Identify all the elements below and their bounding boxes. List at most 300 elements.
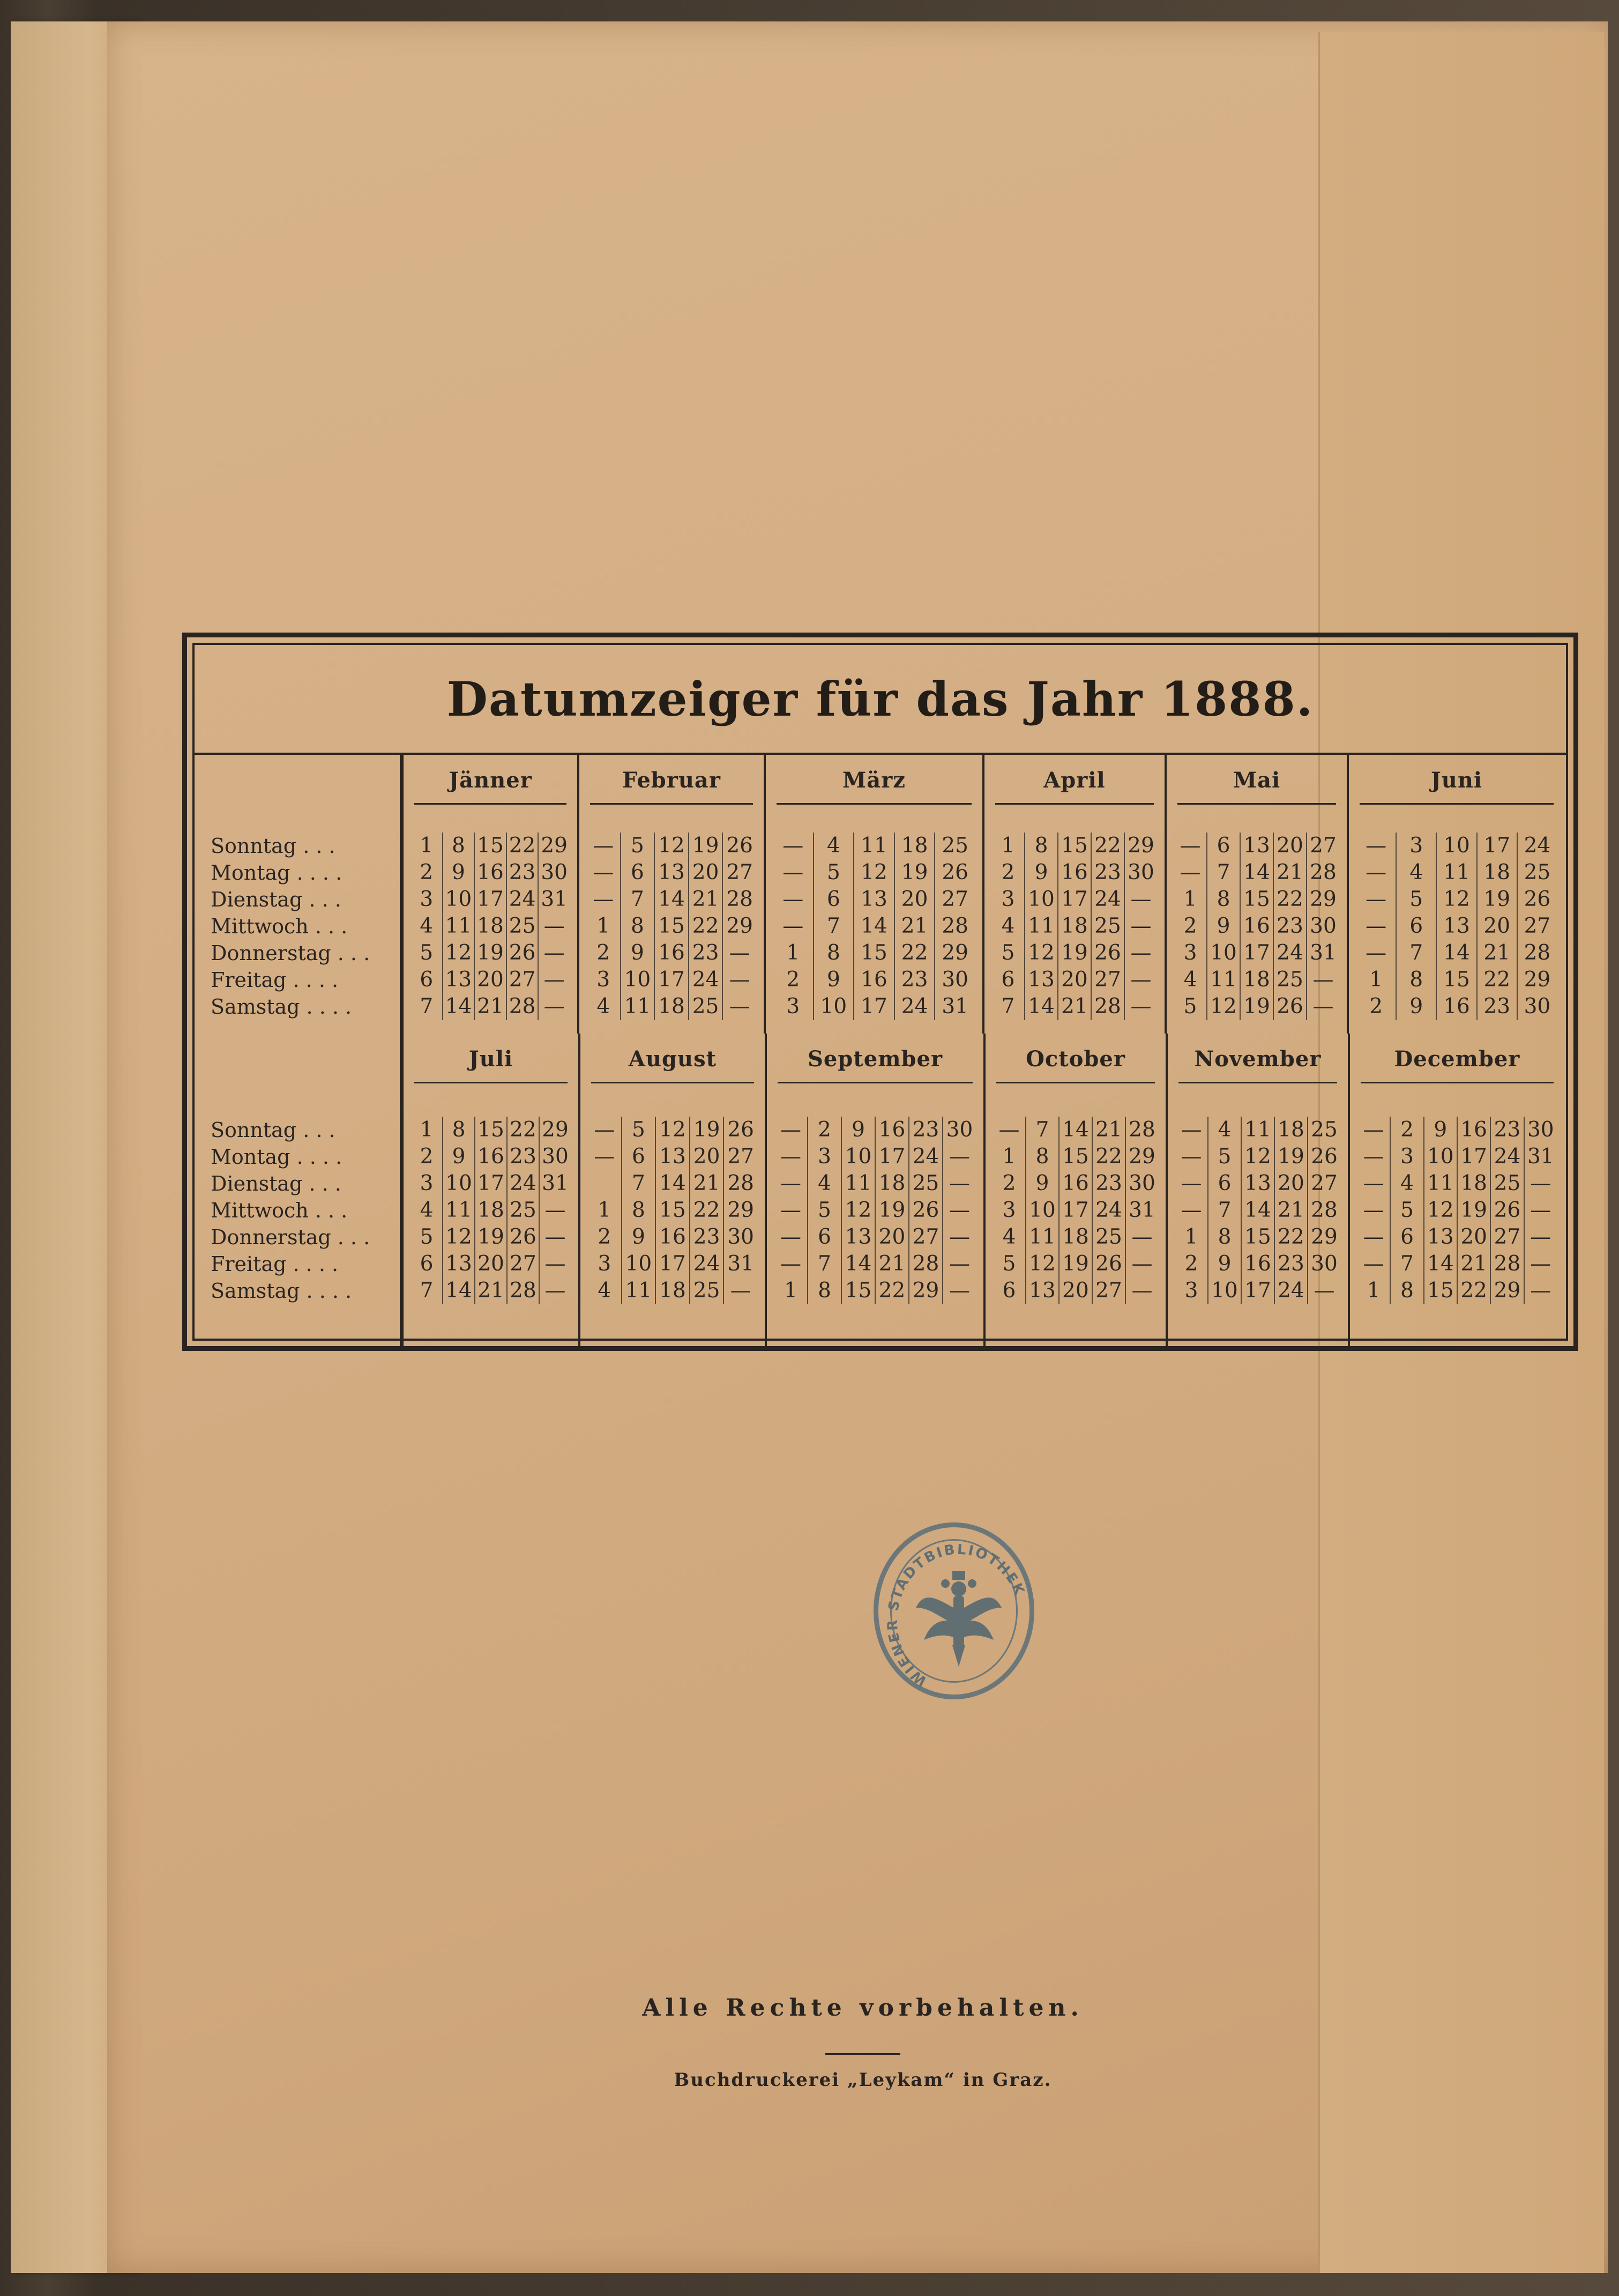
day-number: 13 [659,1145,686,1169]
day-number: 27 [510,1252,536,1276]
day-number: 4 [596,994,610,1019]
day-number: 25 [1494,1171,1521,1195]
day-number: — [1181,1171,1202,1195]
day-number: 5 [630,834,644,858]
day-number: 19 [693,1118,720,1142]
day-number: 5 [420,1225,434,1249]
day-number: 18 [1243,968,1270,992]
day-number: 13 [1028,968,1055,992]
day-number: 4 [1002,1225,1016,1249]
day-number: 20 [1277,834,1303,858]
month-block [767,1034,986,1347]
day-number: 26 [912,1198,939,1222]
day-number: 20 [901,887,928,911]
day-number: 3 [598,1252,611,1276]
day-number: 1 [1002,1145,1016,1169]
day-number: 14 [1243,860,1270,885]
month-name: Juli [468,1046,513,1072]
day-number: 22 [1095,1145,1122,1169]
day-number: 31 [1527,1145,1554,1169]
month-block [1349,755,1564,1034]
day-number: 26 [510,1225,536,1249]
day-number: 16 [1243,914,1270,938]
day-number: — [780,1171,801,1195]
day-number: 24 [1277,941,1303,965]
day-number: 28 [1494,1252,1521,1276]
day-number: 19 [1483,887,1511,911]
month-underline [591,1082,754,1083]
day-number: 1 [1184,1225,1198,1249]
day-number: 11 [625,1279,652,1303]
day-number: 1 [420,1118,434,1142]
day-number: 14 [861,914,887,938]
day-number: 1 [1369,968,1383,992]
day-number: 8 [1217,887,1230,911]
day-number: 9 [630,941,644,965]
day-grid [588,1117,757,1304]
month-underline [995,803,1154,805]
day-number: 3 [1400,1145,1414,1169]
day-number: 29 [942,941,968,965]
day-number: 1 [786,941,800,965]
day-number: 12 [1028,941,1055,965]
day-number: 30 [1527,1118,1554,1142]
week-column [1207,1117,1241,1304]
day-number: 8 [1218,1225,1232,1249]
day-number: — [949,1279,970,1303]
day-number: 21 [477,994,504,1019]
day-number: 30 [1129,1171,1155,1195]
day-number: 24 [692,968,719,992]
day-number: 24 [1494,1145,1521,1169]
day-number: 20 [1483,914,1511,938]
day-number: 14 [445,994,472,1019]
day-number: 26 [942,860,968,885]
month-underline [1360,803,1554,805]
month-block [1168,1034,1350,1347]
week-column [1307,1117,1340,1304]
day-number: 9 [451,860,465,885]
day-number: 10 [1029,1198,1056,1222]
weekday-labels [195,755,404,1034]
month-underline [1177,803,1336,805]
day-number: 21 [692,887,719,911]
week-column [411,1117,442,1304]
day-grid [587,833,756,1020]
day-number: 5 [1002,1252,1016,1276]
month-block [766,755,984,1034]
day-number: 16 [861,968,887,992]
month-underline [777,803,972,805]
day-number: 3 [786,994,800,1019]
month-block [1350,1034,1564,1347]
day-number: 24 [901,994,928,1019]
day-number: 15 [1061,834,1088,858]
day-number: 3 [1001,887,1015,911]
day-number: 26 [509,941,536,965]
double-eagle-icon [878,1527,1039,1704]
day-number: — [543,968,565,992]
week-column [722,833,756,1020]
day-number: 24 [1524,834,1551,858]
day-number: 17 [658,968,685,992]
day-number: 17 [477,887,504,911]
day-number: — [1312,994,1334,1019]
week-column [894,833,935,1020]
day-number: 31 [1310,941,1337,965]
day-number: 17 [1460,1145,1487,1169]
day-number: 3 [596,968,610,992]
week-column [1125,1117,1158,1304]
day-number: 16 [477,860,504,885]
day-number: 24 [912,1145,939,1169]
day-number: 17 [1243,941,1270,965]
day-number: — [594,1118,615,1142]
day-number: 6 [631,1145,645,1169]
week-column [1476,833,1517,1020]
day-number: 18 [1062,1225,1089,1249]
day-number: 8 [1400,1279,1414,1303]
day-number: — [1363,1198,1384,1222]
day-number: 6 [1001,968,1015,992]
day-number: 29 [541,834,568,858]
day-number: 25 [942,834,968,858]
week-column [934,833,975,1020]
day-number: 2 [1002,1171,1016,1195]
day-grid [774,1117,976,1304]
week-column [1175,1117,1207,1304]
week-column [1025,1117,1058,1304]
day-number: 21 [1277,860,1303,885]
week-column [1390,1117,1423,1304]
day-number: 26 [726,834,753,858]
weekday-label: Donnerstag . . . [211,941,370,965]
week-column [1124,833,1157,1020]
day-number: 24 [509,887,536,911]
day-number: 1 [1367,1279,1381,1303]
day-number: 28 [510,1279,536,1303]
day-number: 4 [1409,860,1423,885]
day-number: 5 [1183,994,1197,1019]
weekday-label: Mittwoch . . . [211,1199,348,1222]
day-number: 10 [445,887,472,911]
day-number: 14 [658,887,685,911]
week-column [539,1117,571,1304]
day-number: 8 [1409,968,1423,992]
day-number: — [543,914,565,938]
day-number: 15 [1443,968,1470,992]
day-number: 2 [420,1145,434,1169]
day-number: 22 [509,834,536,858]
day-number: 13 [1244,1171,1271,1195]
day-number: 22 [1277,887,1303,911]
week-column [774,1117,807,1304]
day-number: 8 [1035,1145,1049,1169]
day-number: 30 [727,1225,754,1249]
day-number: 30 [946,1118,973,1142]
day-number: 9 [1409,994,1423,1019]
day-number: 28 [1094,994,1121,1019]
day-number: 15 [861,941,887,965]
day-number: 16 [478,1145,504,1169]
day-number: — [1180,860,1201,885]
week-column [1423,1117,1457,1304]
day-number: 7 [818,1252,831,1276]
calendar-second-half [195,1034,1566,1347]
day-number: 7 [420,994,434,1019]
day-number: — [1130,941,1152,965]
day-grid [1357,1117,1557,1304]
day-number: 13 [445,968,472,992]
day-number: 7 [1001,994,1015,1019]
day-number: 23 [1094,860,1121,885]
day-number: 27 [1095,1279,1122,1303]
day-number: 8 [630,914,644,938]
day-number: — [1366,887,1387,911]
day-number: 28 [727,1171,754,1195]
day-number: 16 [878,1118,906,1142]
day-number: — [729,968,750,992]
day-number: 15 [1244,1225,1271,1249]
day-number: 23 [693,1225,720,1249]
day-number: 8 [452,1118,466,1142]
day-number: — [949,1198,970,1222]
month-block [986,1034,1168,1347]
month-name: December [1394,1046,1520,1072]
day-number: — [544,1225,566,1249]
day-number: 29 [1128,834,1154,858]
day-number: 10 [1211,1279,1238,1303]
day-number: 20 [693,1145,720,1169]
day-number: 23 [692,941,719,965]
day-number: 28 [942,914,968,938]
week-column [992,833,1024,1020]
day-number: 5 [1001,941,1015,965]
weekday-label: Sonntag . . . [211,1118,335,1142]
day-number: 12 [845,1198,872,1222]
day-number: 29 [1524,968,1551,992]
day-number: — [1130,968,1152,992]
day-number: 24 [693,1252,720,1276]
weekday-label: Freitag . . . . [211,1252,339,1276]
month-block [404,755,579,1034]
day-number: 17 [1244,1279,1271,1303]
day-number: 2 [786,968,800,992]
month-block [404,1034,580,1347]
library-stamp [874,1522,1034,1699]
day-number: 16 [659,1225,686,1249]
day-number: 5 [420,941,434,965]
day-grid [411,1117,571,1304]
day-number: 12 [1443,887,1470,911]
day-number: 14 [1244,1198,1271,1222]
day-number: 9 [852,1118,865,1142]
day-number: — [780,1118,801,1142]
day-number: 20 [1061,968,1088,992]
day-number: 29 [1494,1279,1521,1303]
day-number: 27 [1524,914,1551,938]
day-number: — [949,1252,970,1276]
day-number: 24 [1094,887,1121,911]
day-number: 27 [1494,1225,1521,1249]
day-number: 15 [845,1279,872,1303]
day-number: — [1366,941,1387,965]
day-number: 14 [1427,1252,1454,1276]
day-number: 7 [1218,1198,1232,1222]
day-number: 19 [477,941,504,965]
day-number: 21 [1278,1198,1304,1222]
day-number: 25 [692,994,719,1019]
day-number: 19 [1062,1252,1089,1276]
day-number: 22 [901,941,928,965]
day-number: — [1363,1145,1384,1169]
weekday-label: Samstag . . . . [211,1279,352,1303]
day-number: 23 [912,1118,939,1142]
day-number: 18 [901,834,928,858]
day-number: — [594,1145,615,1169]
day-number: 14 [1028,994,1055,1019]
week-column [689,1117,723,1304]
month-name: Februar [622,768,721,793]
day-number: 15 [477,834,504,858]
week-column [993,1117,1025,1304]
day-number: 19 [692,834,719,858]
day-number: 23 [1494,1118,1521,1142]
month-name: October [1026,1046,1125,1072]
day-number: 6 [420,1252,434,1276]
day-number: 19 [1061,941,1088,965]
day-number: 13 [1029,1279,1056,1303]
day-number: 3 [420,1171,434,1195]
day-number: 7 [1035,1118,1049,1142]
week-column [853,833,894,1020]
day-number: 16 [658,941,685,965]
day-number: 5 [1400,1198,1414,1222]
day-number: 7 [420,1279,434,1303]
day-number: 10 [1210,941,1237,965]
day-number: 13 [1243,834,1270,858]
day-number: 7 [631,1171,645,1195]
week-column [723,1117,757,1304]
week-column [1057,833,1091,1020]
printer-imprint: Buchdruckerei „Leykam“ in Graz. [674,2069,1052,2091]
day-number: 16 [1061,860,1088,885]
day-number: 25 [912,1171,939,1195]
day-number: — [593,887,614,911]
week-column [538,833,570,1020]
week-column [587,833,620,1020]
day-number: 23 [901,968,928,992]
day-number: 19 [878,1198,906,1222]
day-number: 11 [845,1171,872,1195]
weekday-label: Freitag . . . . [211,968,339,992]
month-name: April [1043,768,1106,793]
day-number: 30 [1311,1252,1338,1276]
day-number: 22 [510,1118,536,1142]
day-number: 27 [942,887,968,911]
day-grid [773,833,975,1020]
day-number: — [1131,1225,1153,1249]
week-column [807,1117,841,1304]
week-column [1436,833,1476,1020]
day-number: 29 [726,914,753,938]
week-column [588,1117,621,1304]
week-column [1206,833,1240,1020]
day-number: 25 [1524,860,1551,885]
day-number: 4 [1218,1118,1232,1142]
day-number: 7 [1409,941,1423,965]
day-number: — [543,941,565,965]
day-number: 18 [477,914,504,938]
month-underline [778,1082,973,1083]
day-number: — [1530,1279,1551,1303]
day-number: — [949,1171,970,1195]
day-number: 18 [478,1198,504,1222]
day-number: 10 [445,1171,472,1195]
day-number: 27 [1310,834,1337,858]
footer-divider [825,2053,900,2055]
day-number: 14 [845,1252,872,1276]
month-name: Jänner [449,768,532,793]
day-number: 6 [1409,914,1423,938]
day-number: 3 [1002,1198,1016,1222]
day-number: 20 [878,1225,906,1249]
day-number: 8 [826,941,840,965]
day-number: 23 [1095,1171,1122,1195]
day-number: 14 [1062,1118,1089,1142]
day-grid [993,1117,1158,1304]
day-number: — [1530,1171,1551,1195]
day-number: 20 [1460,1225,1487,1249]
day-number: 28 [509,994,536,1019]
day-number: 8 [818,1279,831,1303]
day-number: 11 [445,914,472,938]
day-number: 10 [845,1145,872,1169]
month-name: August [628,1046,717,1072]
day-number: 6 [1002,1279,1016,1303]
day-number: 18 [878,1171,906,1195]
day-number: — [949,1225,970,1249]
week-column [411,833,442,1020]
day-number: 11 [1028,914,1055,938]
day-number: — [780,1145,801,1169]
day-number: 18 [1460,1171,1487,1195]
day-number: 25 [1311,1118,1338,1142]
week-column [442,1117,474,1304]
week-column [654,833,688,1020]
day-number: 30 [1128,860,1154,885]
day-number: 4 [420,914,434,938]
day-number: 5 [631,1118,645,1142]
calendar-title: Datumzeiger für das Jahr 1888. [195,645,1566,755]
day-number: 5 [818,1198,831,1222]
week-column [655,1117,689,1304]
day-number: 23 [1483,994,1511,1019]
day-number: — [1366,860,1387,885]
day-number: 11 [1210,968,1237,992]
day-number: — [1180,834,1201,858]
day-number: 15 [478,1118,504,1142]
day-number: 21 [1061,994,1088,1019]
day-number: — [1530,1252,1551,1276]
day-number: 4 [1400,1171,1414,1195]
day-number: 17 [478,1171,504,1195]
week-column [1058,1117,1092,1304]
week-column [1490,1117,1523,1304]
day-number: — [1312,968,1334,992]
day-number: 6 [1218,1171,1232,1195]
week-column [474,833,506,1020]
